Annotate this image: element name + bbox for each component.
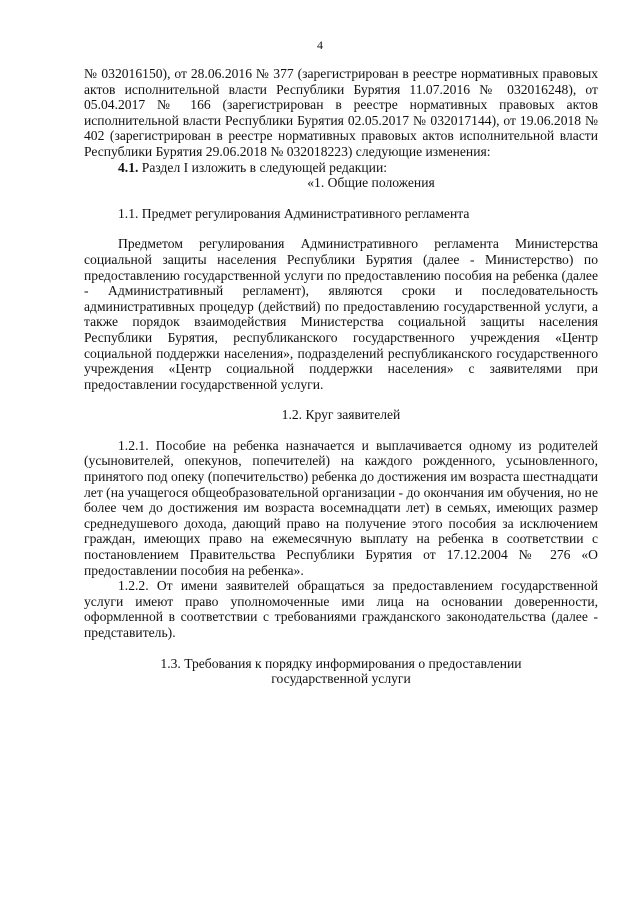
item-4-1-number: 4.1.: [118, 159, 139, 175]
section-1-title: «1. Общие положения: [307, 175, 435, 191]
document-body: [84, 66, 598, 687]
paragraph-1-2-2: 1.2.2. От имени заявителей обращаться за предоставлением государственной услуги имеют право уполномоченные ими лица на основании доверенности, оформленной в соответствии с требованиями гражданского законодательства (далее - представитель).: [84, 578, 598, 640]
page-number: 4: [317, 38, 323, 52]
paragraph-1-1: Предметом регулирования Административного регламента Министерства социальной защиты населения Республики Бурятия (далее - Министерство) по предоставлению государственной услуги по предоставлению пособия на ребенка (далее - Административный регламент), являются сроки и последовательность административных процедур (действий) по предоставлению государственной услуги, а также порядок взаимодействия Министерства социальной защиты населения Республики Бурятия, республиканского государственного учреждения «Центр социальной поддержки населения», подразделений республиканского государственного учреждения «Центр социальной поддержки населения» с заявителями при предоставлении государственной услуги.: [84, 236, 598, 392]
subsection-1-3-title-line2: государственной услуги: [271, 671, 411, 687]
subsection-1-2-title: 1.2. Круг заявителей: [281, 407, 401, 423]
paragraph-1-2-1: 1.2.1. Пособие на ребенка назначается и выплачивается одному из родителей (усыновителей, опекунов, попечителей) на каждого рожденного, усыновленного, принятого под опеку (попечительство) ребенка до достижения им возраста шестнадцати лет (на учащегося общеобразовательной организации - до окончания им обучения, но не более чем до достижения им возраста восемнадцати лет) в семьях, имеющих размер среднедушевого дохода, дающий право на получение этого пособия за исключением граждан, имеющих право на ежемесячную выплату на ребенка в соответствии с постановлением Правительства Республики Бурятия от 17.12.2004 № 276 «О предоставлении пособия на ребенка».: [84, 437, 598, 578]
item-4-1-text: Раздел I изложить в следующей редакции:: [138, 159, 387, 175]
item-4-1: [84, 160, 598, 176]
intro-paragraph: № 032016150), от 28.06.2016 № 377 (зарегистрирован в реестре нормативных правовых актов исполнительной власти Республики Бурятия 11.07.2016 № 032016248), от 05.04.2017 № 166 (зарегистрирован в реестре нормативных правовых актов исполнительной власти Республики Бурятия 02.05.2017 № 032017144), от 19.06.2018 № 402 (зарегистрирован в реестре нормативных правовых актов исполнительной власти Республики Бурятия 29.06.2018 № 032018223) следующие изменения:: [84, 66, 598, 159]
subsection-1-3-title-line1: 1.3. Требования к порядку информирования о предоставлении: [160, 655, 522, 671]
subsection-1-1-title: 1.1. Предмет регулирования Административного регламента: [118, 205, 470, 221]
